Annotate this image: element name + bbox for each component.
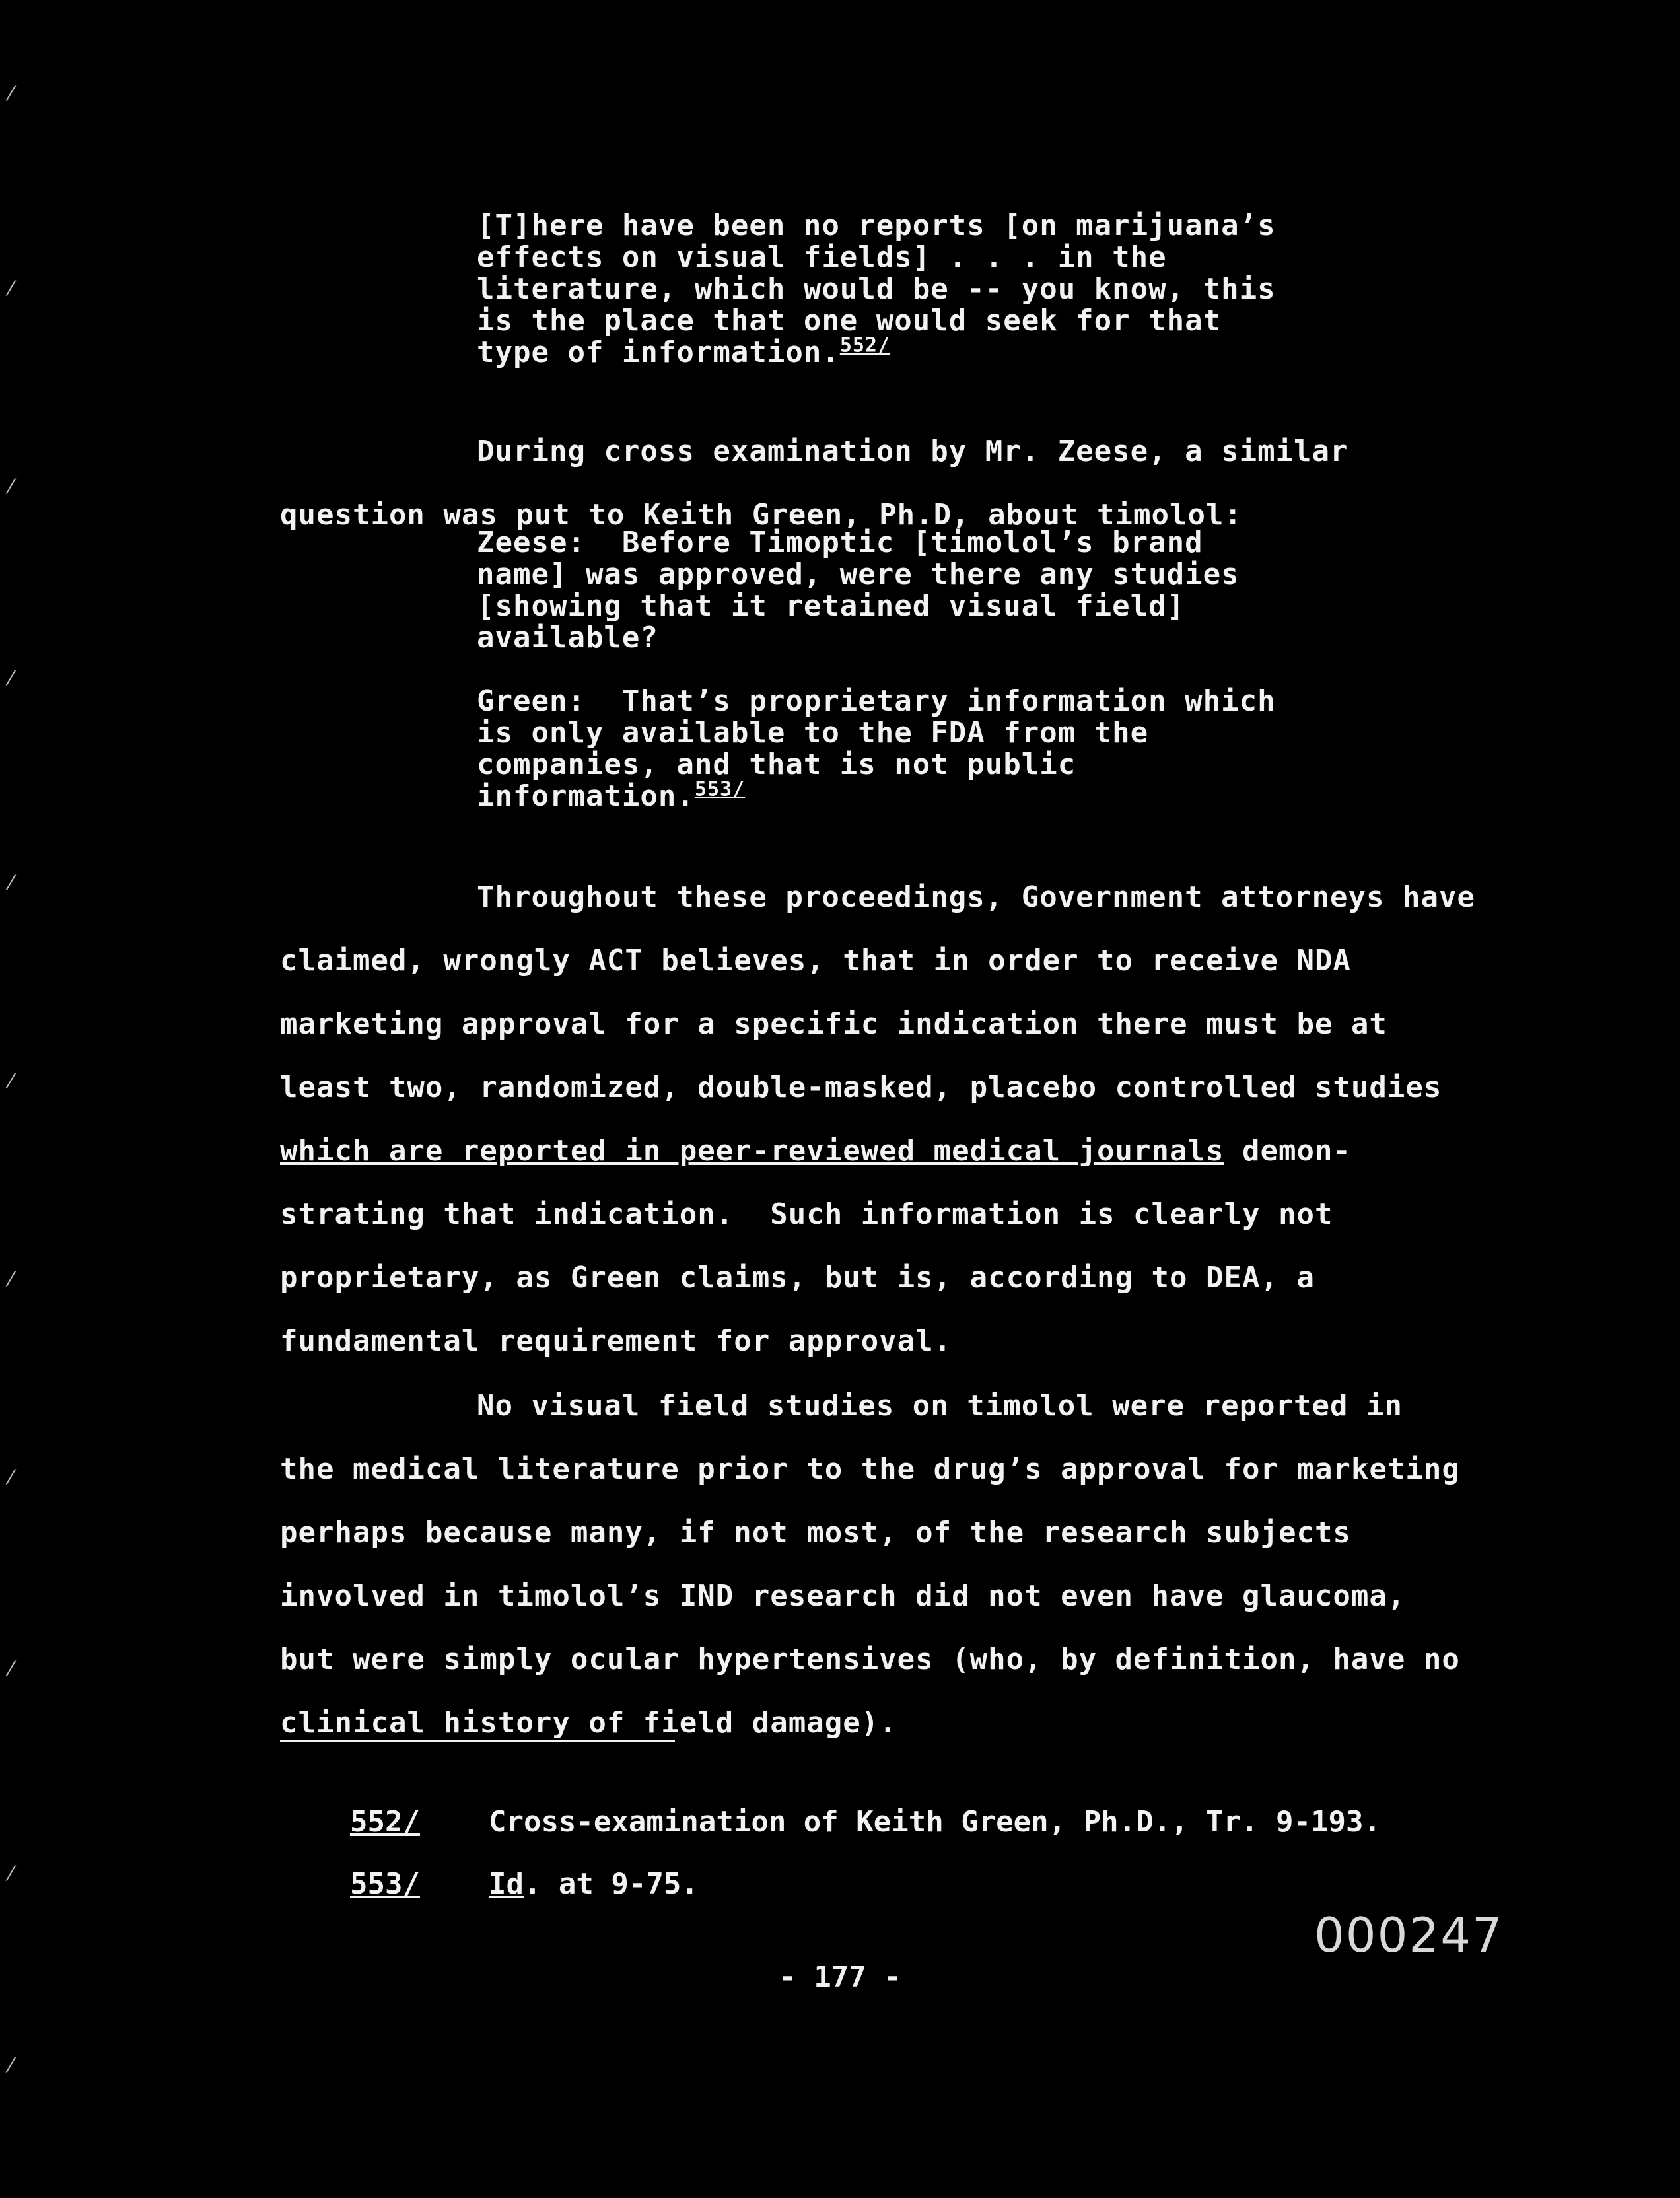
underlined-phrase: which are reported in peer-reviewed medical journals (280, 1134, 1224, 1168)
paragraph-line: claimed, wrongly ACT believes, that in order to receive NDA (280, 944, 1351, 977)
paragraph-no-visual-field-studies (280, 1311, 1460, 1818)
margin-mark: ⁄ (9, 2054, 13, 2077)
footnote-text: . at 9-75. (523, 1867, 699, 1901)
quote-line: [T]here have been no reports [on marijuana’s (477, 209, 1276, 242)
quote-line: companies, and that is not public (477, 748, 1076, 781)
footnote-ref-553: 553/ (694, 777, 746, 801)
paragraph-line: marketing approval for a specific indication there must be at (280, 1007, 1387, 1041)
paragraph-line: least two, randomized, double-masked, placebo controlled studies (280, 1071, 1442, 1104)
margin-mark: ⁄ (9, 872, 13, 895)
margin-mark: ⁄ (9, 83, 13, 106)
quote-line: Green: That’s proprietary information which (477, 684, 1276, 718)
footnote-number: 552/ (349, 1805, 420, 1839)
margin-mark: ⁄ (9, 1070, 13, 1093)
quote-line: literature, which would be -- you know, this (477, 272, 1276, 306)
page-number: - 177 - (779, 1960, 901, 1994)
paragraph-line: proprietary, as Green claims, but is, according to DEA, a (280, 1261, 1315, 1294)
quote-line: [showing that it retained visual field] (477, 589, 1185, 623)
quote-line: effects on visual fields] . . . in the (477, 240, 1167, 274)
footnote-ref-552: 552/ (839, 334, 891, 357)
paragraph-line: During cross examination by Mr. Zeese, a similar (477, 435, 1348, 468)
paragraph-line: strating that indication. Such information is clearly not (280, 1197, 1333, 1231)
paragraph-line: Throughout these proceedings, Government attorneys have (477, 880, 1475, 914)
paragraph-line: but were simply ocular hypertensives (who, by definition, have no (280, 1643, 1460, 1676)
paragraph-line: question was put to Keith Green, Ph.D, about timolol: (280, 498, 1242, 532)
paragraph-line: fundamental requirement for approval. (280, 1324, 952, 1358)
quote-line: is the place that one would seek for that (477, 304, 1222, 337)
quote-line: name] was approved, were there any studies (477, 557, 1240, 591)
footnote-id-citation: Id (488, 1867, 524, 1901)
paragraph-line: the medical literature prior to the drug’s approval for marketing (280, 1452, 1460, 1486)
margin-mark: ⁄ (9, 1658, 13, 1681)
paragraph-line: No visual field studies on timolol were reported in (477, 1389, 1403, 1423)
margin-mark: ⁄ (9, 667, 13, 690)
quote-line: information. (477, 779, 695, 813)
footnote-separator (280, 1740, 675, 1742)
footnote-text: Cross-examination of Keith Green, Ph.D., Tr. 9-193. (488, 1805, 1381, 1839)
bates-number: 000247 (1314, 1907, 1504, 1963)
footnote-number: 553/ (349, 1867, 420, 1901)
quote-line: type of information. (477, 336, 840, 369)
margin-mark: ⁄ (9, 1466, 13, 1489)
quote-line: is only available to the FDA from the (477, 716, 1149, 750)
footnote-553 (280, 1833, 699, 1934)
margin-mark: ⁄ (9, 1268, 13, 1291)
paragraph-line: perhaps because many, if not most, of the research subjects (280, 1516, 1351, 1549)
margin-mark: ⁄ (9, 1862, 13, 1886)
margin-mark: ⁄ (9, 277, 13, 301)
paragraph-line: clinical history of field damage). (280, 1706, 897, 1740)
quote-line: available? (477, 621, 658, 655)
paragraph-line: demon- (1224, 1134, 1351, 1168)
paragraph-line: involved in timolol’s IND research did not even have glaucoma, (280, 1579, 1406, 1613)
quote-line: Zeese: Before Timoptic [timolol’s brand (477, 526, 1203, 559)
margin-mark: ⁄ (9, 476, 13, 499)
